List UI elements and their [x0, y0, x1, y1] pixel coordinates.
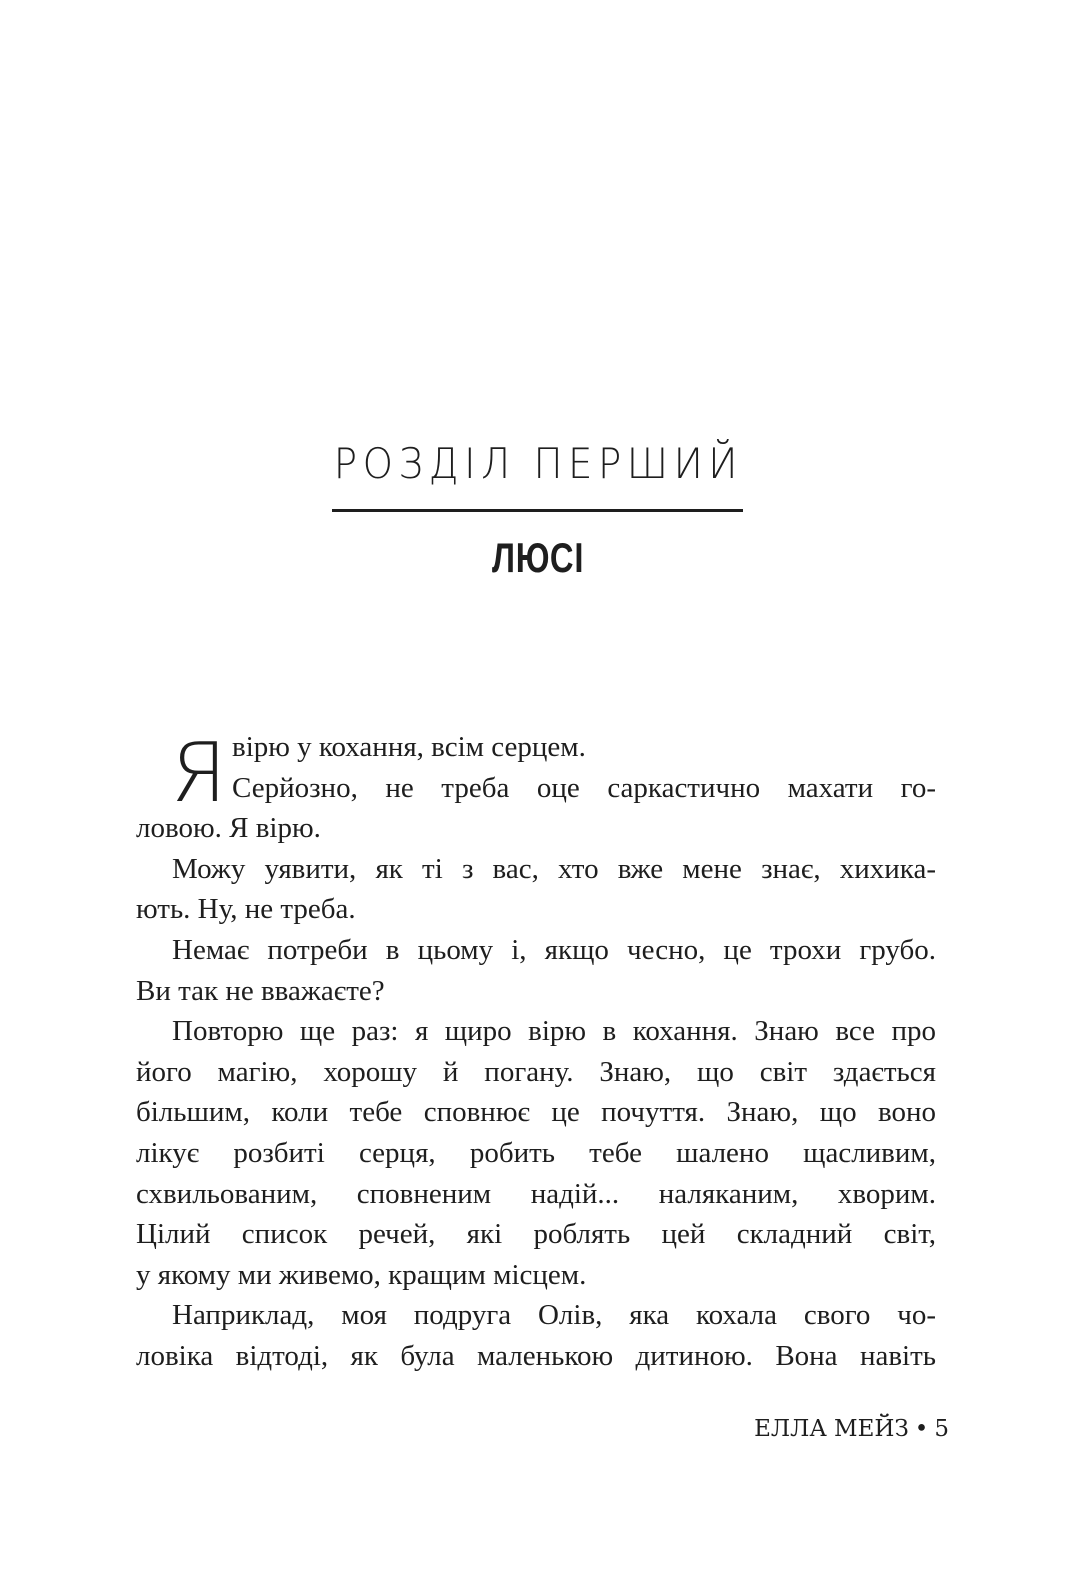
text-line: Немає потреби в цьому і, якщо чесно, це трохи грубо. [172, 933, 936, 966]
text-line: Ви так не вважаєте? [136, 974, 385, 1007]
chapter-divider-rule [332, 509, 743, 512]
text-line: схвильованим, сповненим надій... наляканим, хворим. [136, 1177, 936, 1210]
footer-author: ЕЛЛА МЕЙЗ [754, 1416, 909, 1442]
chapter-body-text [136, 727, 936, 1377]
drop-cap: Я [170, 726, 227, 821]
chapter-title-text: ЛЮСІ [492, 534, 585, 581]
text-line: лікує розбиті серця, робить тебе шалено щасливим, [136, 1136, 936, 1169]
page-number: 5 [934, 1416, 949, 1442]
text-line: вірю у кохання, всім серцем. [232, 731, 586, 763]
chapter-heading [0, 436, 1077, 492]
chapter-title [0, 532, 1077, 584]
text-line: Серйозно, не треба оце саркастично махати го- [232, 771, 936, 804]
text-line: у якому ми живемо, кращим місцем. [136, 1258, 587, 1291]
text-line: більшим, коли тебе сповнює це почуття. Знаю, що воно [136, 1096, 936, 1129]
chapter-number-label: РОЗДІЛ ПЕРШИЙ [333, 439, 744, 488]
text-line: ловіка відтоді, як була маленькою дитиною. Вона навіть [136, 1339, 936, 1372]
text-line: Можу уявити, як ті з вас, хто вже мене знає, хихика- [172, 852, 936, 885]
text-line: Наприклад, моя подруга Олів, яка кохала свого чо- [172, 1299, 936, 1332]
text-line: Цілий список речей, які роблять цей складний світ, [136, 1218, 936, 1251]
text-line: ловою. Я вірю. [136, 812, 321, 845]
text-line: ють. Ну, не треба. [136, 893, 356, 926]
running-footer [754, 1414, 949, 1444]
text-line: його магію, хорошу й погану. Знаю, що світ здається [136, 1055, 936, 1088]
text-line: Повторю ще раз: я щиро вірю в кохання. Знаю все про [172, 1015, 936, 1048]
footer-separator: • [914, 1416, 929, 1442]
